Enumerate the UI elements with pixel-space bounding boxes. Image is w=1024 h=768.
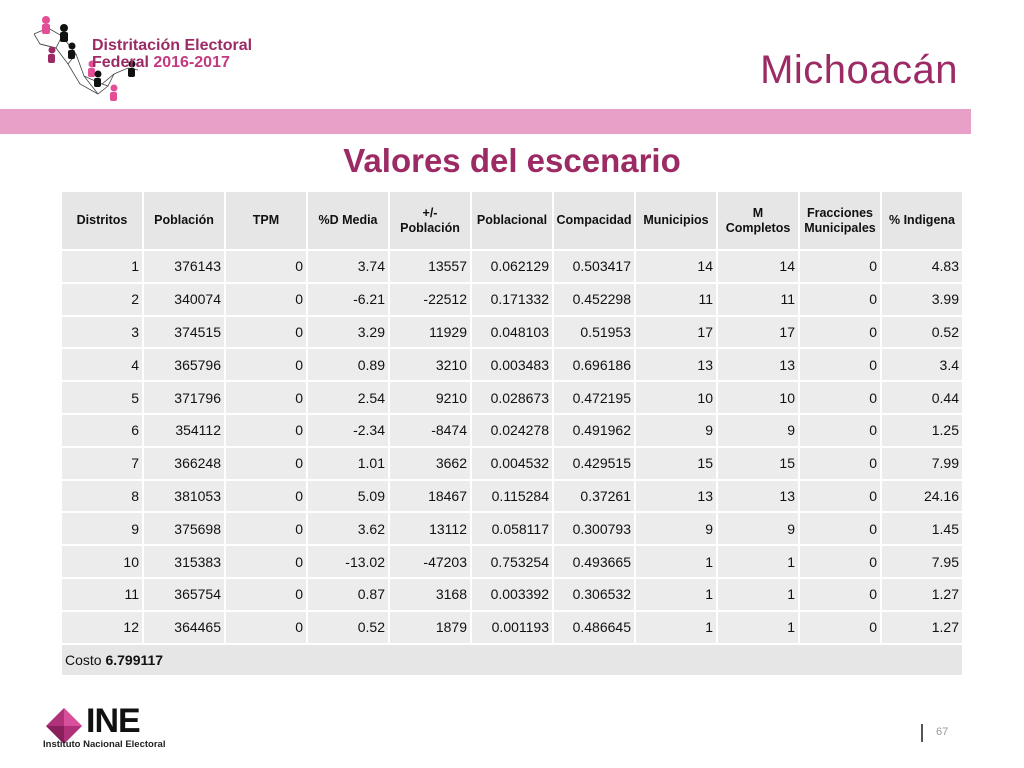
table-row: [61, 447, 963, 480]
table-cell: 0: [225, 578, 307, 611]
table-row: [61, 512, 963, 545]
table-cell: 1.45: [881, 512, 963, 545]
table-cell: 13557: [389, 250, 471, 283]
table-cell: 3210: [389, 348, 471, 381]
table-cell: 0.491962: [553, 414, 635, 447]
results-table-container: [60, 190, 962, 677]
table-cell: 3662: [389, 447, 471, 480]
table-cell: 3.29: [307, 316, 389, 349]
table-cell: 0: [799, 283, 881, 316]
table-cell: 0.503417: [553, 250, 635, 283]
table-cell: 4.83: [881, 250, 963, 283]
table-cell: 24.16: [881, 480, 963, 513]
table-cell: 2: [61, 283, 143, 316]
table-cell: 0: [225, 545, 307, 578]
column-header: Compacidad: [553, 191, 635, 250]
table-cell: 6: [61, 414, 143, 447]
table-cell: 0.37261: [553, 480, 635, 513]
table-cell: 315383: [143, 545, 225, 578]
table-cell: 0.486645: [553, 611, 635, 644]
table-cell: 9: [635, 512, 717, 545]
table-cell: 11: [635, 283, 717, 316]
table-cell: 0.89: [307, 348, 389, 381]
table-cell: 0: [225, 447, 307, 480]
table-cell: 0: [225, 512, 307, 545]
table-cell: 15: [635, 447, 717, 480]
table-cell: 3168: [389, 578, 471, 611]
column-header: Poblacional: [471, 191, 553, 250]
footer-divider: [921, 724, 923, 742]
table-cell: 10: [635, 381, 717, 414]
results-table: [60, 190, 964, 677]
table-cell: 365754: [143, 578, 225, 611]
table-cell: 1: [635, 545, 717, 578]
table-cell: 3.62: [307, 512, 389, 545]
table-cell: 0.51953: [553, 316, 635, 349]
cost-label: Costo: [65, 651, 106, 668]
table-cell: 0.048103: [471, 316, 553, 349]
table-cell: 0.001193: [471, 611, 553, 644]
table-cell: 354112: [143, 414, 225, 447]
table-cell: 0.52: [881, 316, 963, 349]
slide-title: Valores del escenario: [343, 142, 681, 179]
table-cell: 13112: [389, 512, 471, 545]
table-cell: 9: [61, 512, 143, 545]
cost-cell: [61, 644, 963, 676]
table-cell: 366248: [143, 447, 225, 480]
table-cell: 0.004532: [471, 447, 553, 480]
table-cell: 0.452298: [553, 283, 635, 316]
table-cell: 1.25: [881, 414, 963, 447]
table-cell: 0: [799, 480, 881, 513]
table-cell: -2.34: [307, 414, 389, 447]
table-row: [61, 283, 963, 316]
table-cell: 13: [635, 480, 717, 513]
table-cell: 13: [635, 348, 717, 381]
table-cell: 17: [635, 316, 717, 349]
header-bar: [0, 109, 971, 134]
table-cell: 0: [799, 316, 881, 349]
table-cell: 0.472195: [553, 381, 635, 414]
column-header: Fracciones Municipales: [799, 191, 881, 250]
table-cell: 0: [799, 381, 881, 414]
table-cell: 0.493665: [553, 545, 635, 578]
table-row: [61, 578, 963, 611]
table-cell: 17: [717, 316, 799, 349]
table-cell: 1879: [389, 611, 471, 644]
brand-federal: Federal: [92, 54, 154, 71]
table-row: [61, 316, 963, 349]
table-row: [61, 250, 963, 283]
table-row: [61, 348, 963, 381]
table-cell: 0: [225, 316, 307, 349]
table-row: [61, 545, 963, 578]
table-cell: 5: [61, 381, 143, 414]
table-cell: 0.171332: [471, 283, 553, 316]
table-cell: 11: [61, 578, 143, 611]
table-row: [61, 611, 963, 644]
table-cell: 8: [61, 480, 143, 513]
brand-year: 2016-2017: [153, 54, 230, 71]
table-cell: 0: [799, 512, 881, 545]
table-cell: 3: [61, 316, 143, 349]
table-cell: 374515: [143, 316, 225, 349]
table-cell: 0: [799, 250, 881, 283]
table-cell: 0: [225, 381, 307, 414]
ine-wordmark: INE: [86, 702, 140, 740]
table-cell: 0: [799, 611, 881, 644]
table-cell: 0.003483: [471, 348, 553, 381]
table-cell: 340074: [143, 283, 225, 316]
table-cell: 15: [717, 447, 799, 480]
table-cell: 0: [799, 447, 881, 480]
table-cell: 14: [717, 250, 799, 283]
table-cell: 11929: [389, 316, 471, 349]
table-cell: -13.02: [307, 545, 389, 578]
table-cell: 13: [717, 480, 799, 513]
table-cell: 375698: [143, 512, 225, 545]
table-cell: 4: [61, 348, 143, 381]
table-cell: 364465: [143, 611, 225, 644]
cost-row: [61, 644, 963, 676]
cost-value: 6.799117: [105, 651, 164, 668]
table-cell: 0.306532: [553, 578, 635, 611]
column-header: M Completos: [717, 191, 799, 250]
table-cell: 1.27: [881, 578, 963, 611]
table-cell: 0: [799, 414, 881, 447]
table-cell: 1: [717, 578, 799, 611]
table-cell: 1: [635, 611, 717, 644]
table-cell: 0: [799, 578, 881, 611]
table-cell: 0.062129: [471, 250, 553, 283]
table-cell: 7.95: [881, 545, 963, 578]
table-cell: 2.54: [307, 381, 389, 414]
table-cell: 0.696186: [553, 348, 635, 381]
table-cell: 0: [225, 283, 307, 316]
table-cell: 0: [225, 480, 307, 513]
table-cell: 18467: [389, 480, 471, 513]
table-header-row: [61, 191, 963, 250]
table-cell: 0.52: [307, 611, 389, 644]
brand-line1: Distritación Electoral: [92, 37, 253, 54]
table-cell: 0.753254: [471, 545, 553, 578]
table-cell: 1: [717, 545, 799, 578]
column-header: +/- Población: [389, 191, 471, 250]
table-cell: 9: [717, 414, 799, 447]
table-cell: 12: [61, 611, 143, 644]
table-cell: 1: [61, 250, 143, 283]
table-row: [61, 480, 963, 513]
table-cell: 0: [225, 250, 307, 283]
ine-full-name: Instituto Nacional Electoral: [43, 739, 166, 750]
table-cell: 1: [635, 578, 717, 611]
table-row: [61, 381, 963, 414]
state-title: Michoacán: [760, 48, 958, 92]
table-cell: 0.115284: [471, 480, 553, 513]
table-cell: 0.87: [307, 578, 389, 611]
table-cell: -6.21: [307, 283, 389, 316]
table-cell: 10: [717, 381, 799, 414]
table-cell: -47203: [389, 545, 471, 578]
table-cell: 9: [635, 414, 717, 447]
table-cell: -22512: [389, 283, 471, 316]
table-cell: 381053: [143, 480, 225, 513]
table-cell: 0.003392: [471, 578, 553, 611]
table-cell: 0.429515: [553, 447, 635, 480]
column-header: Distritos: [61, 191, 143, 250]
table-cell: 1.01: [307, 447, 389, 480]
column-header: Municipios: [635, 191, 717, 250]
column-header: TPM: [225, 191, 307, 250]
table-cell: 10: [61, 545, 143, 578]
table-cell: 1: [717, 611, 799, 644]
table-row: [61, 414, 963, 447]
table-cell: 1.27: [881, 611, 963, 644]
table-cell: 13: [717, 348, 799, 381]
table-cell: 7: [61, 447, 143, 480]
table-cell: 0.300793: [553, 512, 635, 545]
table-cell: 9210: [389, 381, 471, 414]
table-cell: 0: [225, 348, 307, 381]
table-cell: 3.99: [881, 283, 963, 316]
table-cell: 0: [799, 545, 881, 578]
table-cell: 376143: [143, 250, 225, 283]
table-cell: 0.024278: [471, 414, 553, 447]
page-number: 67: [936, 726, 949, 738]
table-cell: 0: [225, 611, 307, 644]
table-cell: -8474: [389, 414, 471, 447]
table-cell: 14: [635, 250, 717, 283]
table-cell: 0: [225, 414, 307, 447]
table-cell: 0.028673: [471, 381, 553, 414]
table-cell: 0.058117: [471, 512, 553, 545]
table-cell: 0: [799, 348, 881, 381]
table-cell: 3.74: [307, 250, 389, 283]
table-cell: 3.4: [881, 348, 963, 381]
column-header: % Indigena: [881, 191, 963, 250]
brand-line2: [92, 54, 230, 72]
table-cell: 5.09: [307, 480, 389, 513]
column-header: %D Media: [307, 191, 389, 250]
table-cell: 11: [717, 283, 799, 316]
table-cell: 7.99: [881, 447, 963, 480]
table-cell: 0.44: [881, 381, 963, 414]
table-cell: 9: [717, 512, 799, 545]
table-cell: 365796: [143, 348, 225, 381]
column-header: Población: [143, 191, 225, 250]
table-cell: 371796: [143, 381, 225, 414]
